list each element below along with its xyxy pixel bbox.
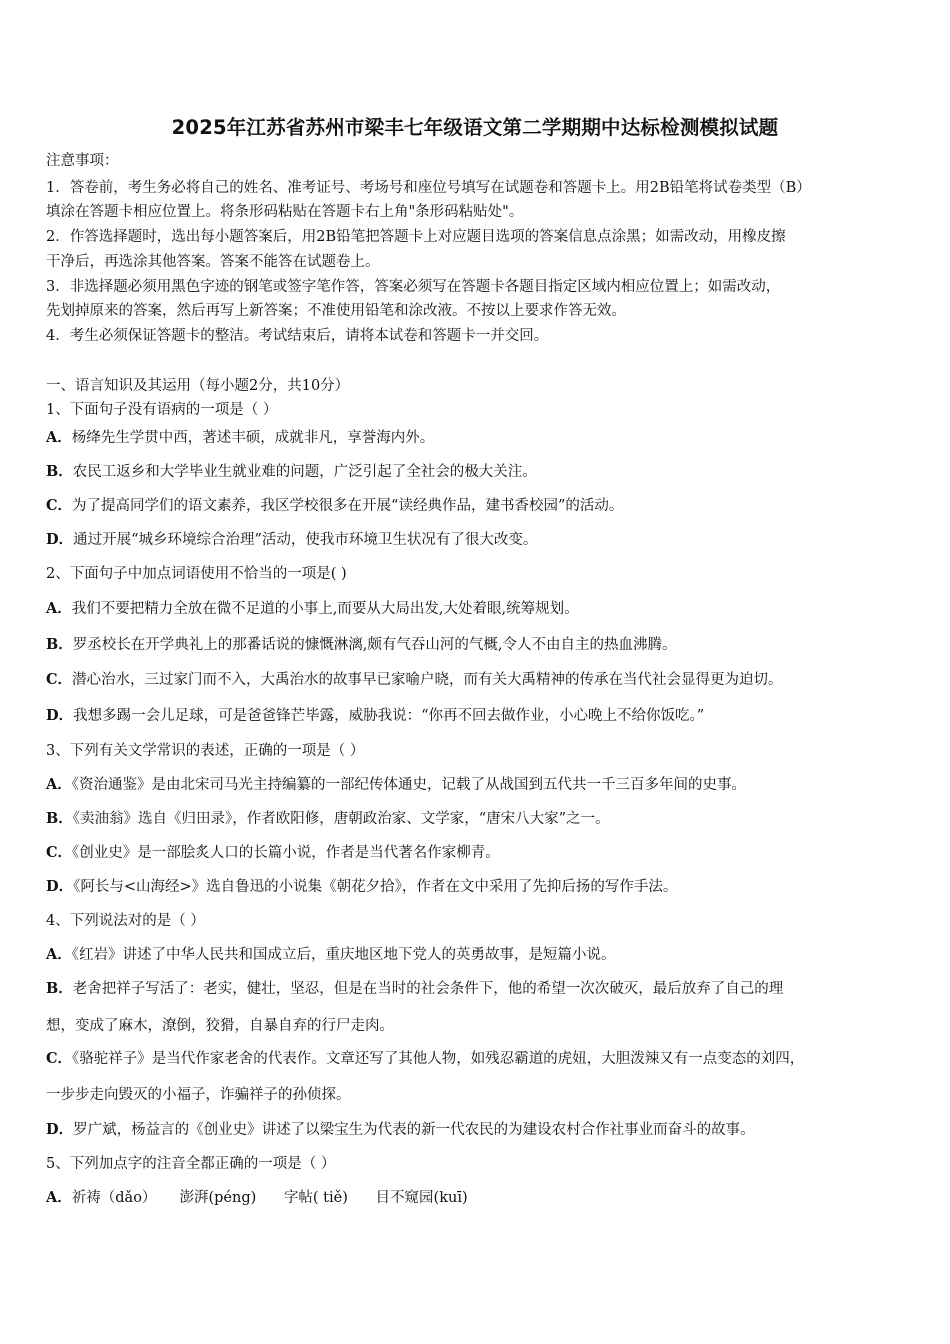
option-text: 想，变成了麻木，潦倒，狡猾，自暴自弃的行尸走肉。 — [46, 1018, 394, 1034]
notice-line: 3．非选择题必须用黑色字迹的钢笔或签字笔作答，答案必须写在答题卡各题目指定区域内相应位置上；如需改动， — [46, 279, 781, 295]
notice-line: 1．答卷前，考生务必将自己的姓名、准考证号、考场号和座位号填写在试题卷和答题卡上。用2B铅笔将试卷类型（B） — [46, 180, 811, 196]
option-letter: C． — [46, 844, 73, 861]
option-line — [46, 496, 623, 516]
option-line — [46, 635, 676, 655]
option-text: 祈祷（dǎo） 澎湃(péng) 字帖( tiě) 目不窥园(kuī) — [71, 1190, 468, 1206]
option-line — [46, 1120, 755, 1140]
option-letter: A． — [46, 600, 72, 617]
option-line — [46, 775, 746, 795]
option-line — [46, 1085, 351, 1105]
page-title: 2025年江苏省苏州市梁丰七年级语文第二学期期中达标检测模拟试题 — [171, 116, 779, 139]
option-letter: B． — [46, 636, 73, 653]
option-letter: A． — [46, 429, 72, 446]
option-text: 我想多踢一会儿足球，可是爸爸锋芒毕露，威胁我说：“你再不回去做作业，小心晚上不给你饭吃。” — [73, 708, 705, 724]
option-text: 老舍把祥子写活了：老实，健壮，坚忍，但是在当时的社会条件下，他的希望一次次破灭，最后放弃了自己的理 — [72, 981, 784, 997]
option-line — [46, 599, 579, 619]
question-stem: 4、下列说法对的是（ ） — [46, 913, 205, 929]
option-letter: A． — [46, 946, 72, 963]
option-line — [46, 462, 537, 482]
notice-line: 先划掉原来的答案，然后再写上新答案；不准使用铅笔和涂改液。不按以上要求作答无效。 — [46, 303, 626, 319]
option-letter: C． — [46, 1050, 73, 1067]
option-line — [46, 945, 616, 965]
question-stem: 5、下列加点字的注音全都正确的一项是（ ） — [46, 1156, 336, 1172]
option-text: 罗广斌，杨益言的《创业史》讲述了以梁宝生为代表的新一代农民的为建设农村合作社事业而奋斗的故事。 — [73, 1122, 755, 1138]
option-line — [46, 1188, 468, 1208]
option-letter: D． — [46, 1121, 74, 1138]
option-text: 潜心治水，三过家门而不入，大禹治水的故事早已家喻户晓，而有关大禹精神的传承在当代社会显得更为迫切。 — [72, 672, 783, 688]
notice-line: 干净后，再选涂其他答案。答案不能答在试题卷上。 — [46, 254, 380, 270]
option-letter: A． — [46, 776, 72, 793]
option-letter: B． — [46, 463, 73, 480]
option-text: 通过开展“城乡环境综合治理”活动，使我市环境卫生状况有了很大改变。 — [73, 532, 538, 548]
option-text: 《资治通鉴》是由北宋司马光主持编纂的一部纪传体通史，记载了从战国到五代共一千三百多年间的史事。 — [71, 777, 747, 793]
notice-heading: 注意事项： — [46, 153, 119, 169]
option-text: 杨绛先生学贯中西，著述丰硕，成就非凡，享誉海内外。 — [71, 430, 435, 446]
section-heading: 一、语言知识及其运用（每小题2分，共10分） — [46, 378, 350, 394]
notice-line: 2．作答选择题时，选出每小题答案后，用2B铅笔把答题卡上对应题目选项的答案信息点涂黑；如需改动，用橡皮擦 — [46, 229, 786, 245]
option-text: 为了提高同学们的语文素养，我区学校很多在开展“读经典作品，建书香校园”的活动。 — [72, 498, 624, 514]
option-letter: A． — [46, 1189, 72, 1206]
option-line — [46, 670, 783, 690]
notice-line: 填涂在答题卡相应位置上。将条形码粘贴在答题卡右上角"条形码粘贴处"。 — [46, 204, 524, 220]
option-line — [46, 428, 434, 448]
option-letter: B． — [46, 810, 73, 827]
option-text: 《卖油翁》选自《归田录》，作者欧阳修，唐朝政治家、文学家，“唐宋八大家”之一。 — [72, 811, 610, 827]
option-line — [46, 1016, 394, 1036]
option-line — [46, 979, 783, 999]
option-text: 《阿长与<山海经>》选自鲁迅的小说集《朝花夕拾》，作者在文中采用了先抑后扬的写作手法。 — [73, 879, 678, 895]
option-line — [46, 877, 677, 897]
question-stem: 3、下列有关文学常识的表述，正确的一项是（ ） — [46, 743, 365, 759]
option-letter: C． — [46, 671, 73, 688]
option-text: 《红岩》讲述了中华人民共和国成立后，重庆地区地下党人的英勇故事，是短篇小说。 — [71, 947, 616, 963]
option-text: 我们不要把精力全放在微不足道的小事上,而要从大局出发,大处着眼,统筹规划。 — [71, 601, 579, 617]
option-line — [46, 809, 610, 829]
question-stem: 1、下面句子没有语病的一项是（ ） — [46, 402, 278, 418]
option-letter: D． — [46, 707, 74, 724]
option-text: 罗丞校长在开学典礼上的那番话说的慷慨淋漓,颇有气吞山河的气概,令人不由自主的热血沸腾。 — [72, 637, 677, 653]
option-letter: B． — [46, 980, 73, 997]
option-line — [46, 843, 500, 863]
option-line — [46, 1049, 804, 1069]
option-text: 《创业史》是一部脍炙人口的长篇小说，作者是当代著名作家柳青。 — [72, 845, 500, 861]
question-stem: 2、下面句子中加点词语使用不恰当的一项是( ) — [46, 566, 347, 582]
option-text: 农民工返乡和大学毕业生就业难的问题，广泛引起了全社会的极大关注。 — [72, 464, 537, 480]
option-line — [46, 706, 704, 726]
option-line — [46, 530, 537, 550]
option-text: 一步步走向毁灭的小福子，诈骗祥子的孙侦探。 — [46, 1087, 351, 1103]
option-text: 《骆驼祥子》是当代作家老舍的代表作。文章还写了其他人物，如残忍霸道的虎妞，大胆泼辣又有一点变态的刘四， — [72, 1051, 805, 1067]
option-letter: C． — [46, 497, 73, 514]
option-letter: D． — [46, 878, 74, 895]
notice-line: 4．考生必须保证答题卡的整洁。考试结束后，请将本试卷和答题卡一并交回。 — [46, 328, 549, 344]
option-letter: D． — [46, 531, 74, 548]
